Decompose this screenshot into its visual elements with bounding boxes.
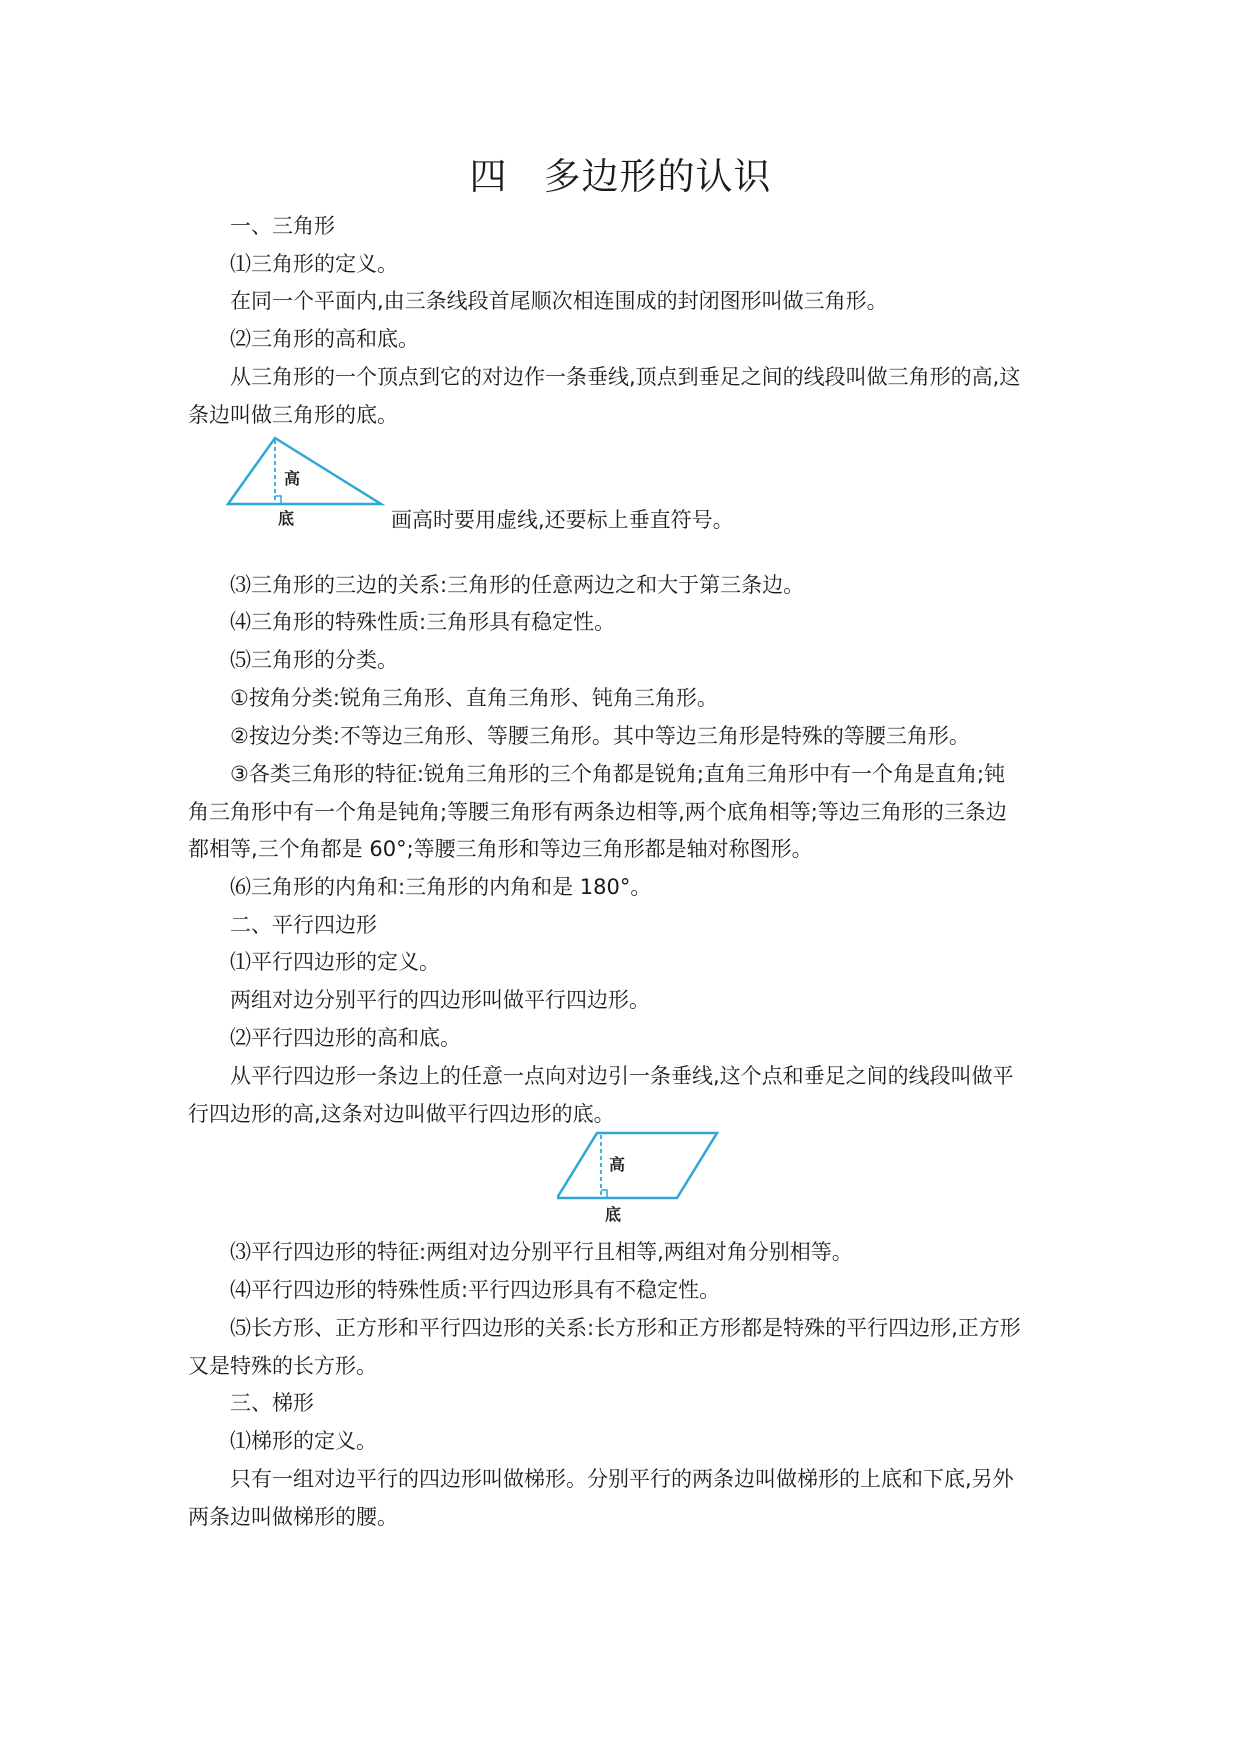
paragraph: ⑷三角形的特殊性质:三角形具有稳定性。 xyxy=(230,610,616,634)
right-angle-mark xyxy=(601,1190,607,1197)
subheading: ⑴平行四边形的定义。 xyxy=(230,950,440,974)
chapter-number: 四 xyxy=(469,155,508,198)
parallelogram-base-label: 底 xyxy=(605,1205,622,1224)
paragraph: ⑷平行四边形的特殊性质:平行四边形具有不稳定性。 xyxy=(230,1278,721,1302)
paragraph: 都相等,三个角都是 60°;等腰三角形和等边三角形都是轴对称图形。 xyxy=(188,837,813,861)
paragraph: ⑹三角形的内角和:三角形的内角和是 180°。 xyxy=(230,875,652,899)
parallelogram-shape xyxy=(557,1133,717,1198)
paragraph: 条边叫做三角形的底。 xyxy=(188,403,398,427)
triangle-base-label: 底 xyxy=(278,509,295,528)
list-item: ①按角分类:锐角三角形、直角三角形、钝角三角形。 xyxy=(230,686,718,710)
paragraph: 角三角形中有一个角是钝角;等腰三角形有两条边相等,两个底角相等;等边三角形的三条边 xyxy=(188,800,1007,824)
paragraph: ⑶平行四边形的特征:两组对边分别平行且相等,两组对角分别相等。 xyxy=(230,1240,853,1264)
subheading: ⑴三角形的定义。 xyxy=(230,252,398,276)
triangle-height-label: 高 xyxy=(284,469,301,488)
paragraph: ⑶三角形的三边的关系:三角形的任意两边之和大于第三条边。 xyxy=(230,573,805,597)
paragraph: 在同一个平面内,由三条线段首尾顺次相连围成的封闭图形叫做三角形。 xyxy=(230,289,888,313)
subheading: ⑵平行四边形的高和底。 xyxy=(230,1026,461,1050)
parallelogram-height-label: 高 xyxy=(609,1155,626,1174)
triangle-caption: 画高时要用虚线,还要标上垂直符号。 xyxy=(391,508,734,532)
triangle-figure xyxy=(226,432,386,532)
paragraph: 从平行四边形一条边上的任意一点向对边引一条垂线,这个点和垂足之间的线段叫做平 xyxy=(230,1064,1014,1088)
paragraph: 行四边形的高,这条对边叫做平行四边形的底。 xyxy=(188,1102,615,1126)
paragraph: 两条边叫做梯形的腰。 xyxy=(188,1505,398,1529)
paragraph: 从三角形的一个顶点到它的对边作一条垂线,顶点到垂足之间的线段叫做三角形的高,这 xyxy=(230,365,1021,389)
paragraph: ⑸长方形、正方形和平行四边形的关系:长方形和正方形都是特殊的平行四边形,正方形 xyxy=(230,1316,1021,1340)
paragraph: 只有一组对边平行的四边形叫做梯形。分别平行的两条边叫做梯形的上底和下底,另外 xyxy=(230,1467,1014,1491)
section-heading-parallelogram: 二、平行四边形 xyxy=(230,913,377,937)
subheading: ⑴梯形的定义。 xyxy=(230,1429,377,1453)
subheading: ⑵三角形的高和底。 xyxy=(230,327,419,351)
paragraph: 两组对边分别平行的四边形叫做平行四边形。 xyxy=(230,988,650,1012)
page-title xyxy=(0,152,1241,202)
list-item: ③各类三角形的特征:锐角三角形的三个角都是锐角;直角三角形中有一个角是直角;钝 xyxy=(230,762,1006,786)
section-heading-trapezoid: 三、梯形 xyxy=(230,1391,314,1415)
subheading: ⑸三角形的分类。 xyxy=(230,648,398,672)
list-item: ②按边分类:不等边三角形、等腰三角形。其中等边三角形是特殊的等腰三角形。 xyxy=(230,724,970,748)
triangle-shape xyxy=(228,438,381,504)
parallelogram-figure xyxy=(557,1130,727,1230)
paragraph: 又是特殊的长方形。 xyxy=(188,1354,377,1378)
section-heading-triangle: 一、三角形 xyxy=(230,214,335,238)
chapter-title: 多边形的认识 xyxy=(543,155,772,198)
